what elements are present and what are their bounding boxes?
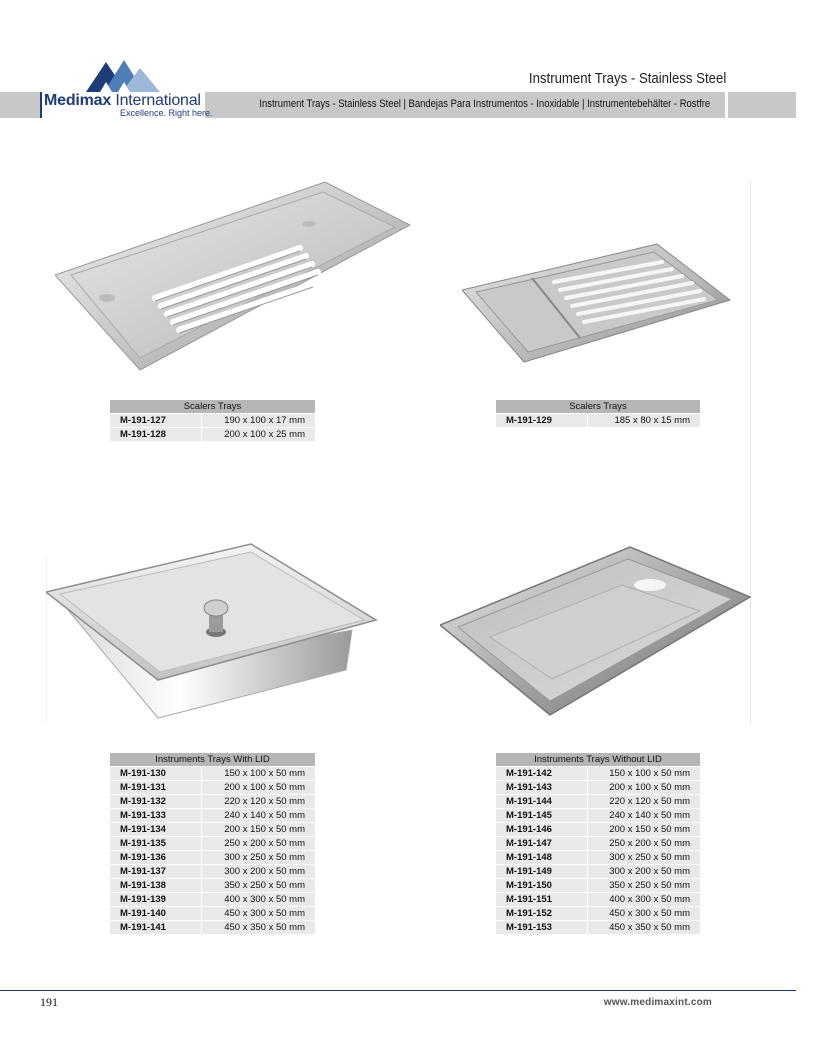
product-code: M-191-130 [110, 767, 202, 780]
product-code: M-191-129 [496, 414, 588, 427]
table-row [496, 823, 700, 836]
table-title: Scalers Trays [110, 400, 315, 413]
page-subtitle: Instrument Trays - Stainless Steel | Bandejas Para Instrumentos - Inoxidable | Instrumentebehälter - Rostfre [259, 98, 710, 110]
product-code: M-191-133 [110, 809, 202, 822]
product-code: M-191-146 [496, 823, 588, 836]
product-code: M-191-152 [496, 907, 588, 920]
scalers-trays-table-b [496, 399, 700, 428]
product-size: 300 x 250 x 50 mm [588, 851, 700, 864]
table-row [496, 795, 700, 808]
product-code: M-191-145 [496, 809, 588, 822]
brand-tagline: Excellence. Right here. [120, 108, 213, 118]
product-size: 200 x 100 x 50 mm [202, 781, 315, 794]
table-row [496, 781, 700, 794]
product-size: 220 x 120 x 50 mm [588, 795, 700, 808]
header-band-right [728, 92, 796, 118]
table-row [110, 921, 315, 934]
product-size: 300 x 250 x 50 mm [202, 851, 315, 864]
product-code: M-191-141 [110, 921, 202, 934]
product-size: 450 x 300 x 50 mm [202, 907, 315, 920]
table-row [496, 767, 700, 780]
product-code: M-191-150 [496, 879, 588, 892]
table-row [496, 865, 700, 878]
product-size: 450 x 350 x 50 mm [202, 921, 315, 934]
table-row [496, 809, 700, 822]
product-size: 190 x 100 x 17 mm [202, 414, 315, 427]
product-code: M-191-143 [496, 781, 588, 794]
product-code: M-191-148 [496, 851, 588, 864]
product-size: 200 x 100 x 50 mm [588, 781, 700, 794]
scaler-tray-small-image [462, 242, 732, 367]
table-row [110, 907, 315, 920]
product-size: 200 x 150 x 50 mm [588, 823, 700, 836]
product-code: M-191-144 [496, 795, 588, 808]
product-code: M-191-142 [496, 767, 588, 780]
product-size: 300 x 200 x 50 mm [202, 865, 315, 878]
product-size: 250 x 200 x 50 mm [588, 837, 700, 850]
product-code: M-191-135 [110, 837, 202, 850]
product-code: M-191-128 [110, 428, 202, 441]
table-row [110, 893, 315, 906]
table-row [110, 767, 315, 780]
product-size: 200 x 100 x 25 mm [202, 428, 315, 441]
website-link[interactable]: www.medimaxint.com [603, 997, 712, 1008]
table-row [110, 781, 315, 794]
product-code: M-191-137 [110, 865, 202, 878]
product-code: M-191-139 [110, 893, 202, 906]
table-row [110, 795, 315, 808]
product-size: 400 x 300 x 50 mm [588, 893, 700, 906]
table-row [496, 414, 700, 427]
product-code: M-191-138 [110, 879, 202, 892]
scaler-tray-large-image [55, 180, 415, 375]
logo-box [40, 92, 213, 118]
product-size: 300 x 200 x 50 mm [588, 865, 700, 878]
product-code: M-191-151 [496, 893, 588, 906]
product-size: 240 x 140 x 50 mm [588, 809, 700, 822]
table-row [496, 837, 700, 850]
product-code: M-191-140 [110, 907, 202, 920]
mountain-logo-icon [80, 54, 168, 94]
product-size: 400 x 300 x 50 mm [202, 893, 315, 906]
product-code: M-191-127 [110, 414, 202, 427]
product-size: 450 x 300 x 50 mm [588, 907, 700, 920]
trays-with-lid-table [110, 752, 315, 935]
product-code: M-191-131 [110, 781, 202, 794]
product-code: M-191-153 [496, 921, 588, 934]
product-size: 220 x 120 x 50 mm [202, 795, 315, 808]
table-row [110, 837, 315, 850]
product-size: 200 x 150 x 50 mm [202, 823, 315, 836]
table-row [110, 414, 315, 427]
table-row [496, 907, 700, 920]
table-row [496, 921, 700, 934]
table-row [110, 823, 315, 836]
table-title: Scalers Trays [496, 400, 700, 413]
footer-rule [0, 990, 796, 991]
brand-name: Medimax International [44, 92, 201, 109]
product-code: M-191-147 [496, 837, 588, 850]
table-row [110, 851, 315, 864]
table-title: Instruments Trays With LID [110, 753, 315, 766]
table-row [110, 865, 315, 878]
table-row [496, 879, 700, 892]
product-size: 240 x 140 x 50 mm [202, 809, 315, 822]
page-title: Instrument Trays - Stainless Steel [528, 70, 726, 87]
product-code: M-191-134 [110, 823, 202, 836]
table-row [110, 428, 315, 441]
trays-without-lid-table [496, 752, 700, 935]
scalers-trays-table-a [110, 399, 315, 442]
product-size: 150 x 100 x 50 mm [202, 767, 315, 780]
product-size: 150 x 100 x 50 mm [588, 767, 700, 780]
tray-with-lid-image [46, 540, 381, 725]
product-size: 350 x 250 x 50 mm [588, 879, 700, 892]
product-code: M-191-149 [496, 865, 588, 878]
product-code: M-191-132 [110, 795, 202, 808]
tray-without-lid-image [440, 545, 752, 720]
product-size: 185 x 80 x 15 mm [588, 414, 700, 427]
page-number: 191 [40, 995, 58, 1009]
product-size: 250 x 200 x 50 mm [202, 837, 315, 850]
product-size: 350 x 250 x 50 mm [202, 879, 315, 892]
header-band-left [0, 92, 40, 118]
table-row [110, 809, 315, 822]
product-code: M-191-136 [110, 851, 202, 864]
table-row [496, 893, 700, 906]
table-row [110, 879, 315, 892]
table-title: Instruments Trays Without LID [496, 753, 700, 766]
product-size: 450 x 350 x 50 mm [588, 921, 700, 934]
table-row [496, 851, 700, 864]
